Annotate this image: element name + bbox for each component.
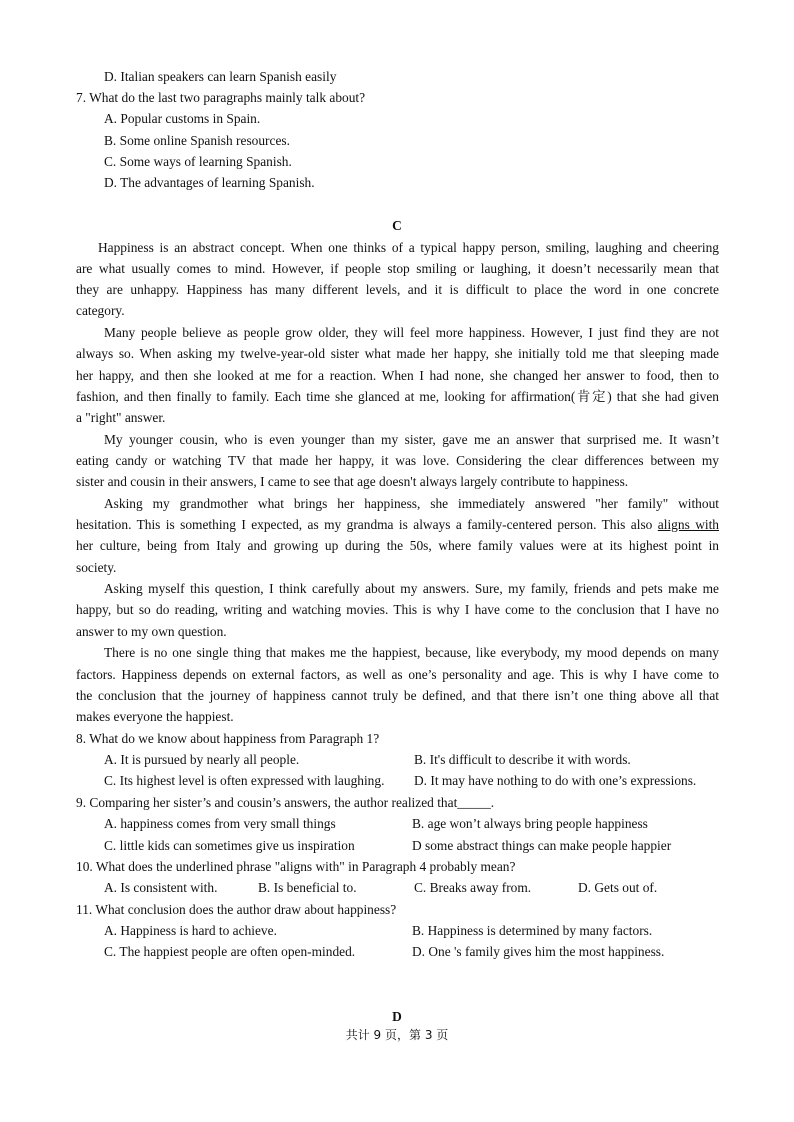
section-c-heading: C xyxy=(392,218,402,233)
q10-question: 10. What does the underlined phrase "aligns with" in Paragraph 4 probably mean? xyxy=(76,859,516,874)
p1-line-4: category. xyxy=(76,303,125,318)
q7-option-d: D. The advantages of learning Spanish. xyxy=(104,175,315,190)
underlined-phrase: aligns with xyxy=(657,517,720,532)
q9-option-a: A. happiness comes from very small things xyxy=(104,816,336,831)
q8-option-c: C. Its highest level is often expressed with laughing. xyxy=(104,773,385,788)
p4-line-1: Asking my grandmother what brings her happiness, she immediately answered "her family" without xyxy=(104,496,719,511)
p1-line-3: they are unhappy. Happiness has many different levels, and it is difficult to place the word in one concrete xyxy=(76,282,719,297)
p6-line-2: factors. Happiness depends on external factors, as well as one’s personality and age. This is why I have come to xyxy=(76,667,719,682)
p4-line-2-text: hesitation. This is something I expected, as my grandma is always a family-centered person. This also xyxy=(76,517,658,532)
p4-line-2 xyxy=(76,517,719,533)
q11-option-c: C. The happiest people are often open-minded. xyxy=(104,944,356,959)
q7-option-c: C. Some ways of learning Spanish. xyxy=(104,154,292,169)
q8-question: 8. What do we know about happiness from Paragraph 1? xyxy=(76,731,380,746)
p2-line-4: fashion, and then finally to family. Each time she glanced at me, looking for affirmation(肯定) that she had given xyxy=(76,389,719,404)
q9-option-b: B. age won’t always bring people happiness xyxy=(412,816,648,831)
p1-line-1: Happiness is an abstract concept. When one thinks of a typical happy person, smiling, laughing and cheering xyxy=(98,240,719,255)
p2-line-2: always so. When asking my twelve-year-old sister what made her happy, she initially told me that sleeping made xyxy=(76,346,719,361)
q8-option-a: A. It is pursued by nearly all people. xyxy=(104,752,300,767)
q7-question: 7. What do the last two paragraphs mainly talk about? xyxy=(76,90,366,105)
q10-option-b: B. Is beneficial to. xyxy=(258,880,357,895)
p6-line-1: There is no one single thing that makes me the happiest, because, like everybody, my mood depends on many xyxy=(104,645,719,660)
p5-line-1: Asking myself this question, I think carefully about my answers. Sure, my family, friends and pets make me xyxy=(104,581,719,596)
p2-line-5: a "right" answer. xyxy=(76,410,166,425)
q11-question: 11. What conclusion does the author draw about happiness? xyxy=(76,902,397,917)
page-footer: 共计 9 页，第 3 页 xyxy=(345,1028,449,1042)
p1-line-2: are what usually comes to mind. However, if people stop smiling or laughing, it doesn’t necessarily mean that xyxy=(76,261,719,276)
q10-option-c: C. Breaks away from. xyxy=(414,880,532,895)
q8-option-d: D. It may have nothing to do with one’s expressions. xyxy=(414,773,697,788)
p5-line-2: happy, but so do reading, writing and watching movies. This is why I have come to the conclusion that I have no xyxy=(76,602,719,617)
q11-option-b: B. Happiness is determined by many factors. xyxy=(412,923,653,938)
q9-option-c: C. little kids can sometimes give us inspiration xyxy=(104,838,355,853)
q11-option-d: D. One 's family gives him the most happiness. xyxy=(412,944,665,959)
q6-option-d: D. Italian speakers can learn Spanish easily xyxy=(104,69,337,84)
p3-line-1: My younger cousin, who is even younger than my sister, gave me an answer that surprised me. It wasn’t xyxy=(104,432,719,447)
p4-line-3: her culture, being from Italy and growing up during the 50s, where family values were at its highest point in xyxy=(76,538,719,553)
q8-option-b: B. It's difficult to describe it with words. xyxy=(414,752,631,767)
q10-option-a: A. Is consistent with. xyxy=(104,880,218,895)
q7-option-a: A. Popular customs in Spain. xyxy=(104,111,261,126)
p6-line-4: makes everyone the happiest. xyxy=(76,709,234,724)
p6-line-3: the conclusion that the journey of happiness cannot truly be defined, and that there isn’t one thing above all that xyxy=(76,688,719,703)
q9-option-d: D some abstract things can make people happier xyxy=(412,838,672,853)
section-d-heading: D xyxy=(392,1009,402,1024)
p2-line-3: her happy, and then she looked at me for a reaction. When I had none, she changed her answer to food, then to xyxy=(76,368,719,383)
q11-option-a: A. Happiness is hard to achieve. xyxy=(104,923,277,938)
p3-line-2: eating candy or watching TV that made her happy, it was love. Considering the clear differences between my xyxy=(76,453,719,468)
q9-question: 9. Comparing her sister’s and cousin’s answers, the author realized that_____. xyxy=(76,795,495,810)
p2-line-1: Many people believe as people grow older, they will feel more happiness. However, I just find they are not xyxy=(104,325,719,340)
q7-option-b: B. Some online Spanish resources. xyxy=(104,133,290,148)
p5-line-3: answer to my own question. xyxy=(76,624,227,639)
q10-option-d: D. Gets out of. xyxy=(578,880,658,895)
p3-line-3: sister and cousin in their answers, I came to see that age doesn't always largely contribute to happiness. xyxy=(76,474,629,489)
p4-line-4: society. xyxy=(76,560,117,575)
